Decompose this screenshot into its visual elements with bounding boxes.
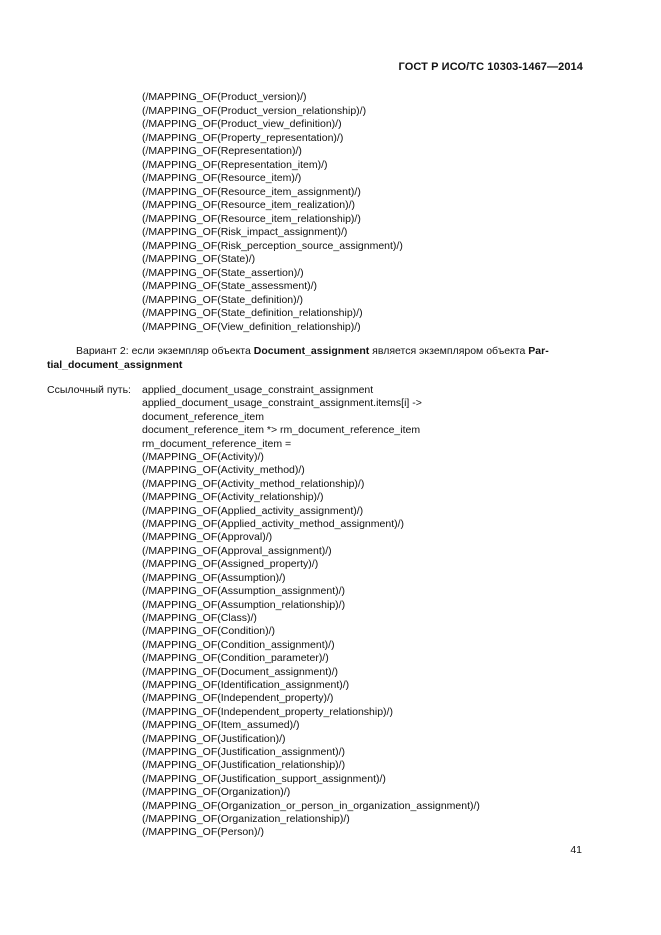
mapping-line: (/MAPPING_OF(State_assertion)/) xyxy=(142,266,304,279)
mapping-line: (/MAPPING_OF(Identification_assignment)/) xyxy=(142,678,350,691)
mapping-line: (/MAPPING_OF(Assumption_assignment)/) xyxy=(142,585,346,598)
mapping-line: (/MAPPING_OF(Product_version_relationship)/) xyxy=(142,104,367,117)
mapping-line: (/MAPPING_OF(Condition_parameter)/) xyxy=(142,652,329,665)
mapping-line: (/MAPPING_OF(State_definition_relationship)/) xyxy=(142,307,363,319)
reference-path-list xyxy=(142,384,480,840)
mapping-line: (/MAPPING_OF(Assigned_property)/) xyxy=(142,558,319,571)
variant-paragraph xyxy=(47,345,584,372)
mapping-line: (/MAPPING_OF(State)/) xyxy=(142,253,256,265)
mapping-line: (/MAPPING_OF(State_assessment)/) xyxy=(142,280,318,292)
mapping-line: (/MAPPING_OF(Risk_perception_source_assignment)/) xyxy=(142,239,403,252)
mapping-line: (/MAPPING_OF(Resource_item_assignment)/) xyxy=(142,185,361,198)
mapping-line: (/MAPPING_OF(Activity_relationship)/) xyxy=(142,491,324,504)
mapping-line: (/MAPPING_OF(Property_representation)/) xyxy=(142,131,344,144)
page-number: 41 xyxy=(570,844,582,856)
mapping-line: (/MAPPING_OF(Organization_relationship)/) xyxy=(142,813,350,825)
variant-entity-2-part-2: tial_document_assignment xyxy=(47,358,183,371)
mapping-line: (/MAPPING_OF(Justification_relationship)/) xyxy=(142,759,346,772)
variant-entity-2-part-1: Par- xyxy=(528,345,549,357)
mapping-line: (/MAPPING_OF(Resource_item_relationship)/) xyxy=(142,212,361,225)
mapping-line: (/MAPPING_OF(Person)/) xyxy=(142,826,264,839)
mapping-line: (/MAPPING_OF(Justification_support_assignment)/) xyxy=(142,772,386,785)
reference-path-line: document_reference_item *> rm_document_reference_item xyxy=(142,424,421,437)
mapping-line: (/MAPPING_OF(Independent_property_relationship)/) xyxy=(142,705,393,718)
mapping-line: (/MAPPING_OF(Approval)/) xyxy=(142,531,273,544)
mapping-line: (/MAPPING_OF(Document_assignment)/) xyxy=(142,665,339,678)
mapping-line: (/MAPPING_OF(Applied_activity_assignment)/) xyxy=(142,504,364,517)
variant-prefix: Вариант 2: если экземпляр объекта xyxy=(76,345,254,357)
mapping-line: (/MAPPING_OF(Applied_activity_method_assignment)/) xyxy=(142,518,405,531)
variant-entity-1: Document_assignment xyxy=(253,345,370,357)
mapping-line: (/MAPPING_OF(Representation)/) xyxy=(142,145,302,157)
mapping-line: (/MAPPING_OF(Product_version)/) xyxy=(142,91,307,103)
mapping-line: (/MAPPING_OF(Representation_item)/) xyxy=(142,158,328,171)
reference-path-line: applied_document_usage_constraint_assignment xyxy=(142,384,374,396)
mapping-line: (/MAPPING_OF(Assumption)/) xyxy=(142,571,286,584)
mapping-line: (/MAPPING_OF(Organization)/) xyxy=(142,786,291,799)
mapping-line: (/MAPPING_OF(Activity)/) xyxy=(142,451,264,464)
mapping-list-continued xyxy=(142,91,403,334)
mapping-line: (/MAPPING_OF(Condition_assignment)/) xyxy=(142,638,335,651)
mapping-line: (/MAPPING_OF(Organization_or_person_in_organization_assignment)/) xyxy=(142,799,480,812)
mapping-line: (/MAPPING_OF(Class)/) xyxy=(142,611,257,624)
reference-path-line: applied_document_usage_constraint_assignment.items[i] -> xyxy=(142,397,422,410)
variant-line-1 xyxy=(47,345,584,359)
mapping-line: (/MAPPING_OF(Justification_assignment)/) xyxy=(142,745,346,758)
mapping-line: (/MAPPING_OF(Resource_item_realization)/) xyxy=(142,199,355,211)
mapping-line: (/MAPPING_OF(Item_assumed)/) xyxy=(142,719,300,732)
reference-path-line: rm_document_reference_item = xyxy=(142,437,292,450)
mapping-line: (/MAPPING_OF(Approval_assignment)/) xyxy=(142,544,332,557)
mapping-line: (/MAPPING_OF(Justification)/) xyxy=(142,732,286,745)
mapping-line: (/MAPPING_OF(Resource_item)/) xyxy=(142,172,302,184)
standard-header: ГОСТ Р ИСО/ТС 10303-1467—2014 xyxy=(398,61,583,73)
variant-line-2 xyxy=(47,359,584,373)
mapping-line: (/MAPPING_OF(State_definition)/) xyxy=(142,293,304,306)
reference-path-line: document_reference_item xyxy=(142,410,264,423)
mapping-line: (/MAPPING_OF(Condition)/) xyxy=(142,625,276,638)
mapping-line: (/MAPPING_OF(View_definition_relationship)/) xyxy=(142,320,361,333)
mapping-line: (/MAPPING_OF(Activity_method)/) xyxy=(142,464,305,477)
variant-middle: является экземпляром объекта xyxy=(369,345,529,357)
mapping-line: (/MAPPING_OF(Independent_property)/) xyxy=(142,692,334,705)
mapping-line: (/MAPPING_OF(Product_view_definition)/) xyxy=(142,118,342,130)
reference-path-label: Ссылочный путь: xyxy=(47,384,131,396)
mapping-line: (/MAPPING_OF(Risk_impact_assignment)/) xyxy=(142,226,348,238)
mapping-line: (/MAPPING_OF(Assumption_relationship)/) xyxy=(142,598,346,611)
mapping-line: (/MAPPING_OF(Activity_method_relationship)/) xyxy=(142,477,365,490)
